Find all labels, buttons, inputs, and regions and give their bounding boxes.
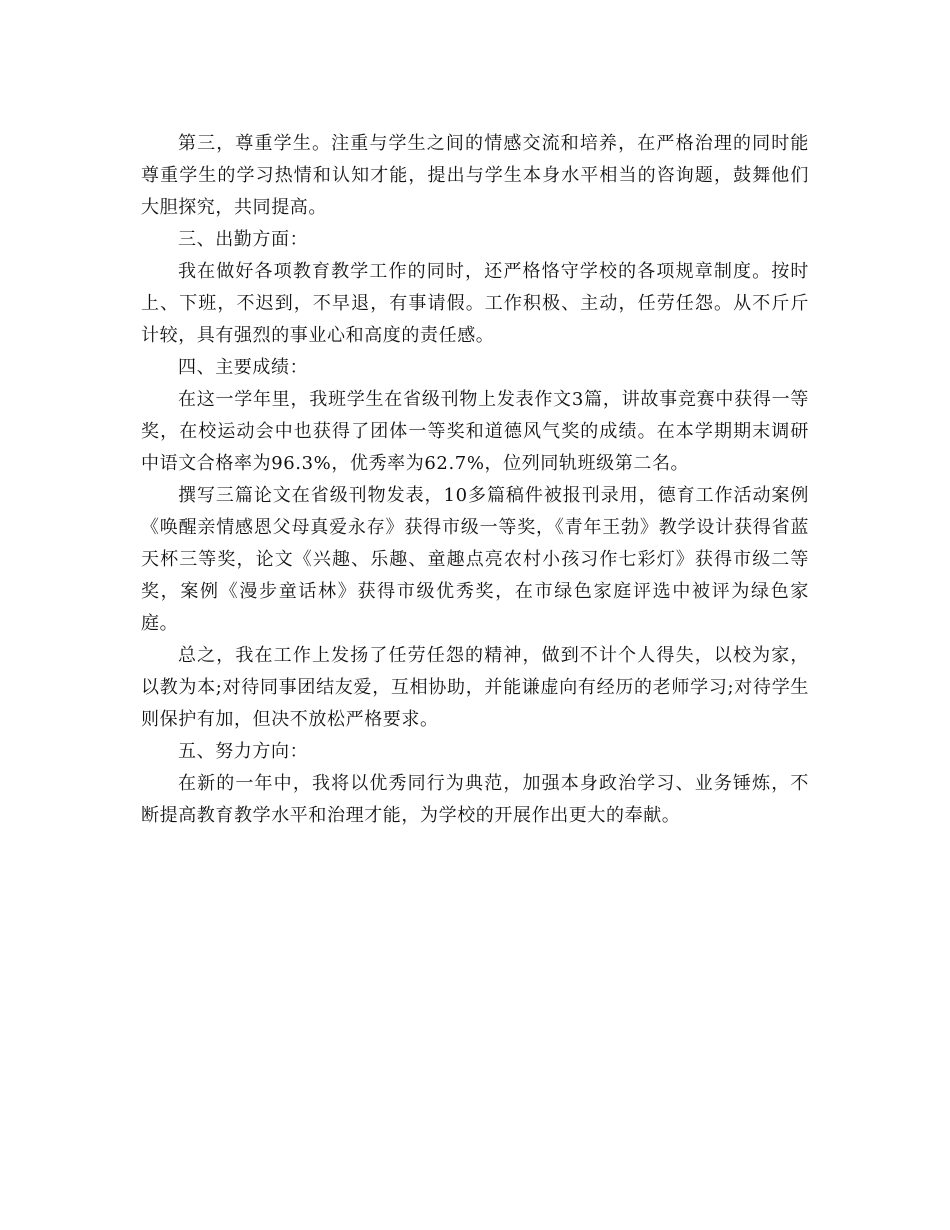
- paragraph-respect-students: 第三，尊重学生。注重与学生之间的情感交流和培养，在严格治理的同时能尊重学生的学习热情和认知才能，提出与学生本身水平相当的咨询题，鼓舞他们大胆探究，共同提高。: [141, 133, 809, 218]
- section-heading-achievements: 四、主要成绩：: [178, 357, 309, 378]
- paragraph-summary: 总之，我在工作上发扬了任劳任怨的精神，做到不计个人得失，以校为家，以教为本;对待同事团结友爱，互相协助，并能谦虚向有经历的老师学习;对待学生则保护有加，但决不放松严格要求。: [141, 645, 809, 730]
- section-heading-attendance: 三、出勤方面：: [178, 229, 309, 250]
- paragraph-teacher-achievements: 撰写三篇论文在省级刊物发表，10多篇稿件被报刊录用，德育工作活动案例《唤醒亲情感恩父母真爱永存》获得市级一等奖，《青年王勃》教学设计获得省蓝天杯三等奖，论文《兴趣、乐趣、童趣点亮农村小孩习作七彩灯》获得市级二等奖，案例《漫步童话林》获得市级优秀奖，在市绿色家庭评选中被评为绿色家庭。: [141, 485, 809, 634]
- section-heading-direction: 五、努力方向：: [178, 741, 309, 762]
- paragraph-direction: 在新的一年中，我将以优秀同行为典范，加强本身政治学习、业务锤炼，不断提高教育教学水平和治理才能，为学校的开展作出更大的奉献。: [141, 773, 809, 826]
- document-body: [141, 128, 809, 832]
- paragraph-student-achievements: 在这一学年里，我班学生在省级刊物上发表作文3篇，讲故事竞赛中获得一等奖，在校运动会中也获得了团体一等奖和道德风气奖的成绩。在本学期期末调研中语文合格率为96.3%，优秀率为62.7%，位列同轨班级第二名。: [141, 389, 809, 474]
- paragraph-attendance: 我在做好各项教育教学工作的同时，还严格恪守学校的各项规章制度。按时上、下班，不迟到，不早退，有事请假。工作积极、主动，任劳任怨。从不斤斤计较，具有强烈的事业心和高度的责任感。: [141, 261, 809, 346]
